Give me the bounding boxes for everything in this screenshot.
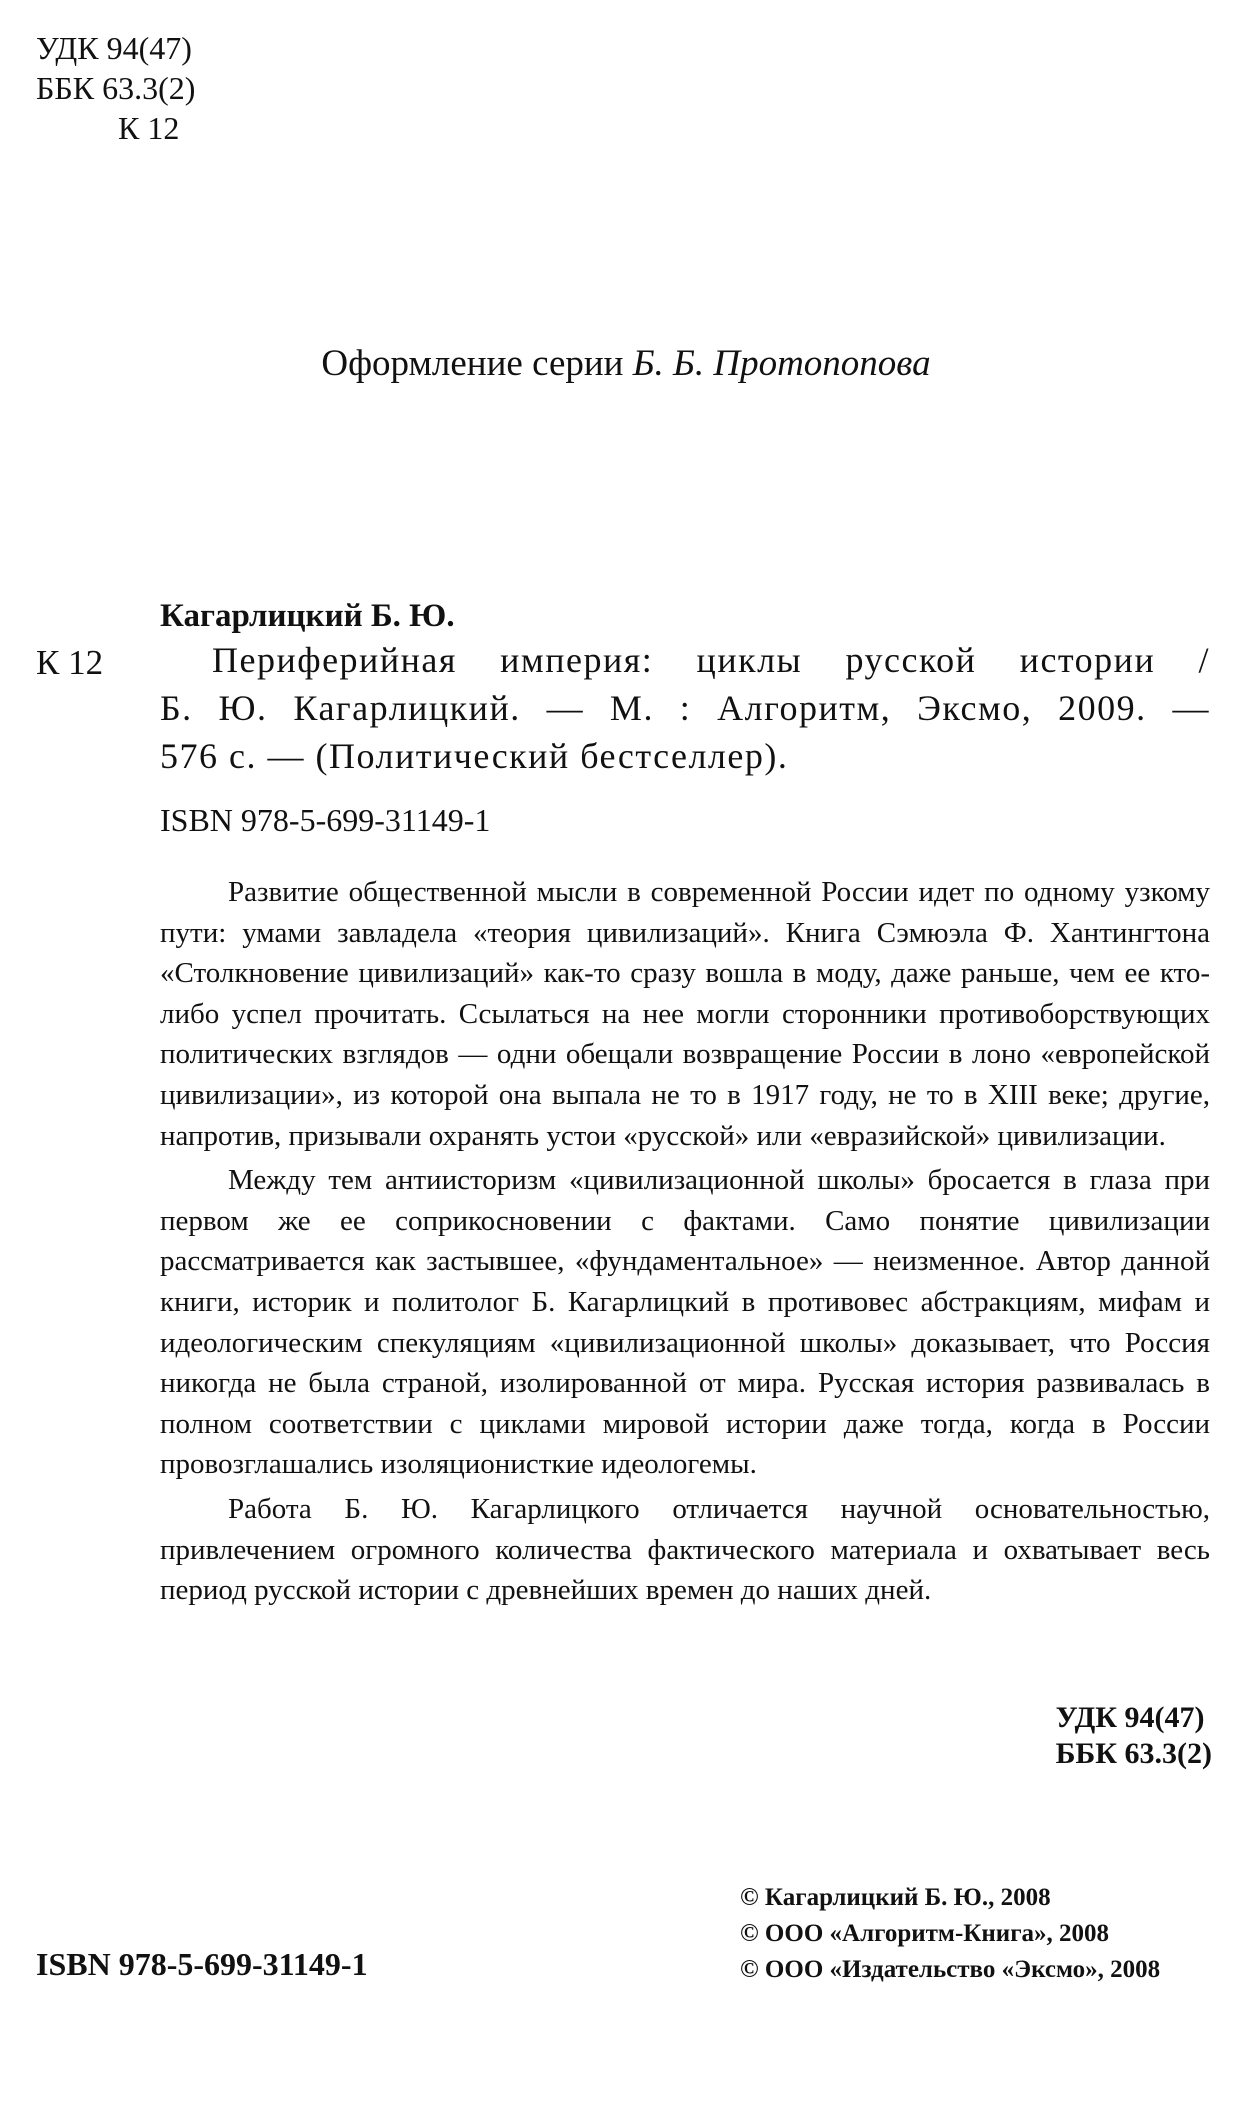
abstract-paragraph: Работа Б. Ю. Кагарлицкого отличается научной основательностью, привлечением огромного количества фактического материала и охватывает весь период русской истории с древнейших времен до наших дней. (160, 1492, 1210, 1607)
copyright-line: © Кагарлицкий Б. Ю., 2008 (740, 1884, 1051, 1911)
series-design-label: Оформление серии (321, 343, 633, 384)
series-designer-name: Б. Б. Протопопова (632, 343, 931, 384)
catalog-index: К 12 (36, 643, 104, 682)
abstract-paragraph: Развитие общественной мысли в современной России идет по одному узкому пути: умами завладела «теория цивилизаций». Книга Сэмюэла Ф. Хантингтона «Столкновение цивилизаций» как-то сразу вошла в моду, даже раньше, чем ее кто-либо успел прочитать. Ссылаться на нее могли сторонники противоборствующих политических взглядов — одни обещали возвращение России в лоно «европейской цивилизации», из которой она выпала не то в 1917 году, не то в XIII веке; другие, напротив, призывали охранять устои «русской» или «евразийской» цивилизации. (160, 876, 1210, 1152)
bibliographic-entry (160, 636, 1210, 780)
abstract (160, 872, 1210, 1615)
isbn-footer: ISBN 978-5-699-31149-1 (36, 1946, 368, 1982)
udk-code-bottom: УДК 94(47) (1055, 1701, 1205, 1734)
title-line: Периферийная империя: циклы русской истории / (212, 640, 1210, 680)
title-line: Б. Ю. Кагарлицкий. — М. : Алгоритм, Эксмо, 2009. — (160, 688, 1210, 728)
bottom-classification-codes (1056, 1700, 1212, 1772)
series-design-credit (0, 342, 1252, 386)
bbk-code: ББК 63.3(2) (36, 70, 196, 106)
author-heading: Кагарлицкий Б. Ю. (160, 598, 455, 634)
author-mark: К 12 (118, 110, 180, 146)
copyright-notices (740, 1880, 1160, 1988)
abstract-paragraph: Между тем антиисторизм «цивилизационной школы» бросается в глаза при первом же ее соприкосновении с фактами. Само понятие цивилизации рассматривается как застывшее, «фундаментальное» — неизменное. Автор данной книги, историк и политолог Б. Кагарлицкий в противовес абстракциям, мифам и идеологическим спекуляциям «цивилизационной школы» доказывает, что Россия никогда не была страной, изолированной от мира. Русская история развивалась в полном соответствии с циклами мировой истории даже тогда, когда в России провозглашались изоляционисткие идеологемы. (160, 1164, 1210, 1481)
bbk-code-bottom: ББК 63.3(2) (1055, 1737, 1212, 1770)
top-classification-codes (36, 28, 195, 148)
copyright-line: © ООО «Издательство «Эксмо», 2008 (740, 1956, 1161, 1983)
udk-code: УДК 94(47) (36, 30, 192, 66)
copyright-line: © ООО «Алгоритм-Книга», 2008 (740, 1920, 1110, 1947)
isbn-entry: ISBN 978-5-699-31149-1 (160, 802, 491, 838)
title-line: 576 с. — (Политический бестселлер). (160, 736, 789, 776)
